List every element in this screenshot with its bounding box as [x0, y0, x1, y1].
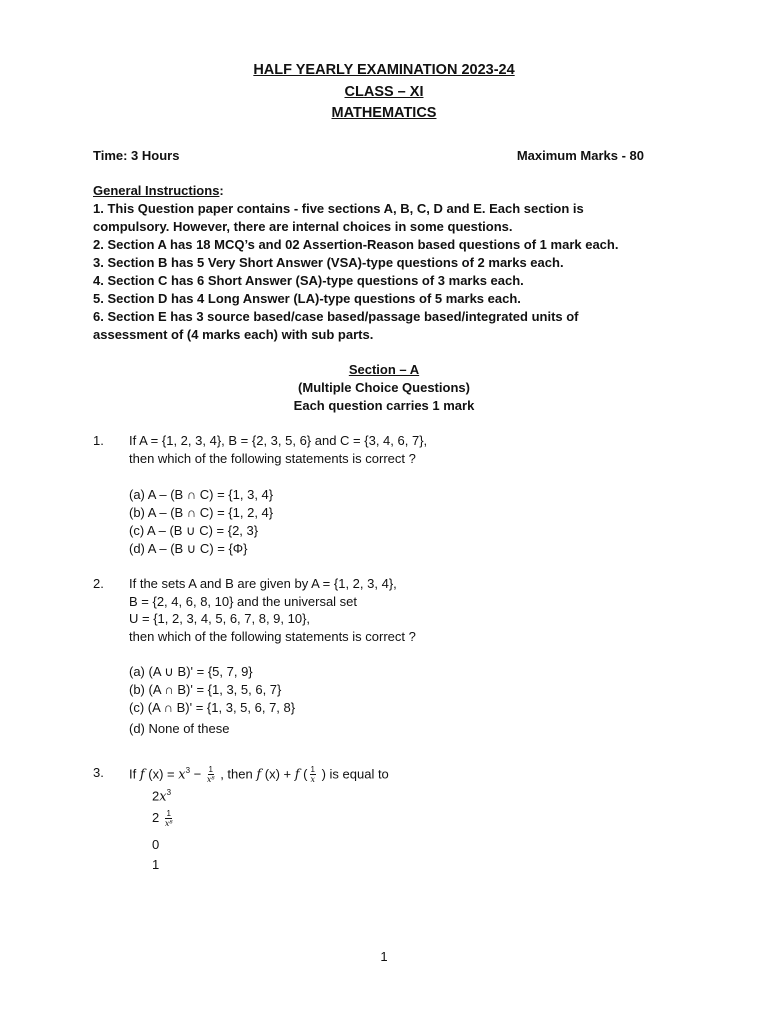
section-title: Section – A — [348, 362, 420, 377]
q3-text-part: (x) = — [144, 766, 179, 782]
instructions-heading — [93, 183, 224, 198]
q3-frac-num: 1 — [208, 765, 213, 775]
option-a: (a) A – (B ∩ C) = {1, 3, 4} — [129, 487, 274, 502]
instruction-line: 3. Section B has 5 Very Short Answer (VSA)-type questions of 2 marks each. — [93, 255, 564, 270]
question-number: 1. — [93, 433, 104, 448]
option-a: (a) (A ∪ B)' = {5, 7, 9} — [129, 664, 253, 679]
option-c: 0 — [152, 837, 160, 852]
instruction-line: 1. This Question paper contains - five sections A, B, C, D and E. Each section is — [93, 201, 584, 216]
q3-f: f — [256, 767, 262, 783]
q3-frac2-num: 1 — [310, 765, 315, 775]
instruction-line: compulsory. However, there are internal choices in some questions. — [93, 219, 513, 234]
question-text: then which of the following statements is correct ? — [129, 629, 416, 644]
option-a — [152, 788, 171, 804]
option-c: (c) A – (B ∪ C) = {2, 3} — [129, 523, 259, 538]
option-b: (b) (A ∩ B)' = {1, 3, 5, 6, 7} — [129, 682, 282, 697]
option-d: (d) None of these — [129, 721, 230, 736]
q3-option-a-var: x — [159, 789, 167, 805]
q3-x: x — [178, 767, 186, 783]
q3-option-b-den: x⁸ — [164, 819, 173, 828]
option-b — [152, 809, 175, 828]
q3-frac-den: x⁸ — [206, 775, 215, 785]
question-number: 2. — [93, 576, 104, 591]
time-allowed: Time: 3 Hours — [93, 148, 180, 163]
instruction-line: assessment of (4 marks each) with sub parts. — [93, 327, 374, 342]
instructions-heading-colon: : — [219, 183, 224, 198]
question-text: then which of the following statements is correct ? — [129, 451, 416, 466]
q3-option-b-fraction — [165, 809, 173, 828]
q3-option-a-coef: 2 — [152, 788, 160, 804]
option-b: (b) A – (B ∩ C) = {1, 2, 4} — [129, 505, 274, 520]
option-d: (d) A – (B ∪ C) = {Φ} — [129, 541, 248, 556]
question-text: U = {1, 2, 3, 4, 5, 6, 7, 8, 9, 10}, — [129, 611, 311, 626]
q3-option-a-exp: 3 — [166, 788, 172, 797]
q3-frac2-den: x — [310, 775, 315, 785]
q3-exp: 3 — [185, 766, 191, 775]
max-marks: Maximum Marks - 80 — [516, 148, 644, 163]
q3-option-b-coef: 2 — [152, 809, 163, 825]
q3-text-part: , then — [216, 766, 257, 782]
exam-title: HALF YEARLY EXAMINATION 2023-24 — [253, 62, 515, 78]
q3-minus: − — [190, 766, 205, 782]
question-text: B = {2, 4, 6, 8, 10} and the universal set — [129, 594, 358, 609]
q3-fraction — [207, 765, 215, 784]
q3-option-b-num: 1 — [166, 809, 171, 818]
instructions-heading-text: General Instructions — [93, 183, 220, 198]
question-number: 3. — [93, 765, 104, 780]
q3-fraction-2 — [310, 765, 316, 784]
instruction-line: 6. Section E has 3 source based/case based/passage based/integrated units of — [93, 309, 579, 324]
q3-f: f — [294, 767, 300, 783]
question-text: If A = {1, 2, 3, 4}, B = {2, 3, 5, 6} and C = {3, 4, 6, 7}, — [129, 433, 428, 448]
option-c: (c) (A ∩ B)' = {1, 3, 5, 6, 7, 8} — [129, 700, 296, 715]
section-note: Each question carries 1 mark — [293, 398, 475, 413]
q3-f: f — [139, 767, 145, 783]
page-number: 1 — [380, 949, 388, 964]
question-text — [129, 760, 389, 786]
class-line: CLASS – XI — [344, 84, 424, 100]
instruction-line: 4. Section C has 6 Short Answer (SA)-type questions of 3 marks each. — [93, 273, 524, 288]
option-d: 1 — [152, 857, 160, 872]
q3-text-part: If — [129, 766, 140, 782]
q3-open-paren: ( — [299, 766, 308, 782]
q3-text-part: ) is equal to — [317, 766, 389, 782]
question-text: If the sets A and B are given by A = {1, 2, 3, 4}, — [129, 576, 397, 591]
instruction-line: 5. Section D has 4 Long Answer (LA)-type questions of 5 marks each. — [93, 291, 521, 306]
instruction-line: 2. Section A has 18 MCQ’s and 02 Assertion-Reason based questions of 1 mark each. — [93, 237, 619, 252]
q3-text-part: (x) + — [261, 766, 295, 782]
section-subtitle: (Multiple Choice Questions) — [298, 380, 470, 395]
subject-title: MATHEMATICS — [331, 105, 437, 121]
